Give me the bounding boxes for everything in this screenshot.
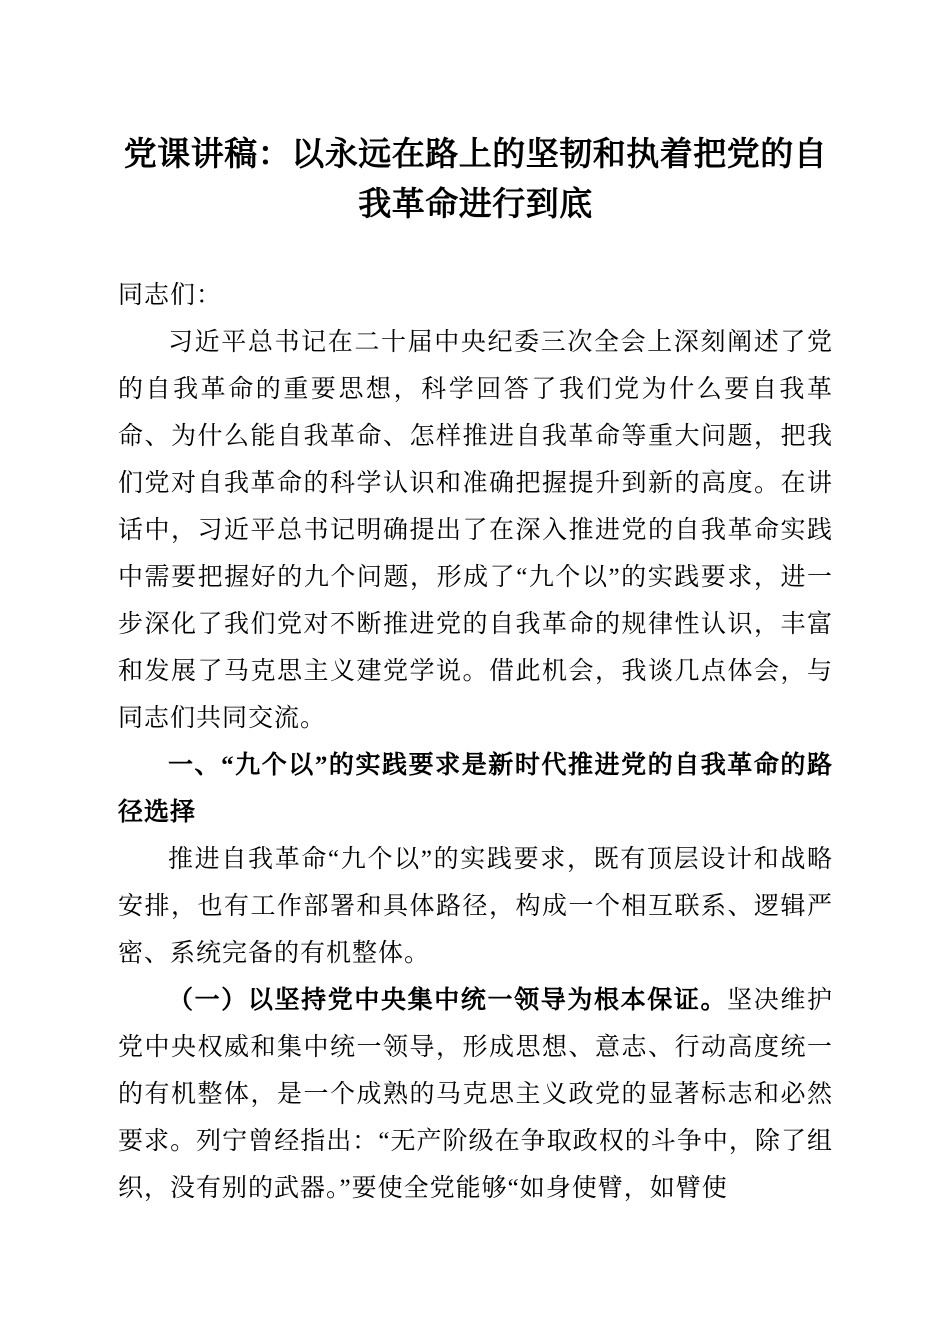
point-one-lead: （一）以坚持党中央集中统一领导为根本保证。: [168, 987, 728, 1014]
paragraph-intro: 习近平总书记在二十届中央纪委三次全会上深刻阐述了党的自我革命的重要思想，科学回答了我们党为什么要自我革命、为什么能自我革命、怎样推进自我革命等重大问题，把我们党对自我革命的科学认识和准确把握提升到新的高度。在讲话中，习近平总书记明确提出了在深入推进党的自我革命实践中需要把握好的九个问题，形成了“九个以”的实践要求，进一步深化了我们党对不断推进党的自我革命的规律性认识，丰富和发展了马克思主义建党学说。借此机会，我谈几点体会，与同志们共同交流。: [118, 329, 833, 732]
point-one-text: 坚决维护党中央权威和集中统一领导，形成思想、意志、行动高度统一的有机整体，是一个成熟的马克思主义政党的显著标志和必然要求。列宁曾经指出：“无产阶级在争取政权的斗争中，除了组织，没有别的武器。”要使全党能够“如身使臂，如臂使: [118, 987, 833, 1202]
salutation-line: 同志们：: [118, 282, 223, 309]
section-heading-one: 一、“九个以”的实践要求是新时代推进党的自我革命的路径选择: [118, 752, 833, 826]
paragraph-section-summary: 推进自我革命“九个以”的实践要求，既有顶层设计和战略安排，也有工作部署和具体路径，构成一个相互联系、逻辑严密、系统完备的有机整体。: [118, 846, 833, 967]
paragraph-point-one: [118, 977, 833, 1212]
document-title: 党课讲稿：以永远在路上的坚韧和执着把党的自我革命进行到底: [123, 137, 828, 223]
document-body: [118, 272, 833, 1212]
